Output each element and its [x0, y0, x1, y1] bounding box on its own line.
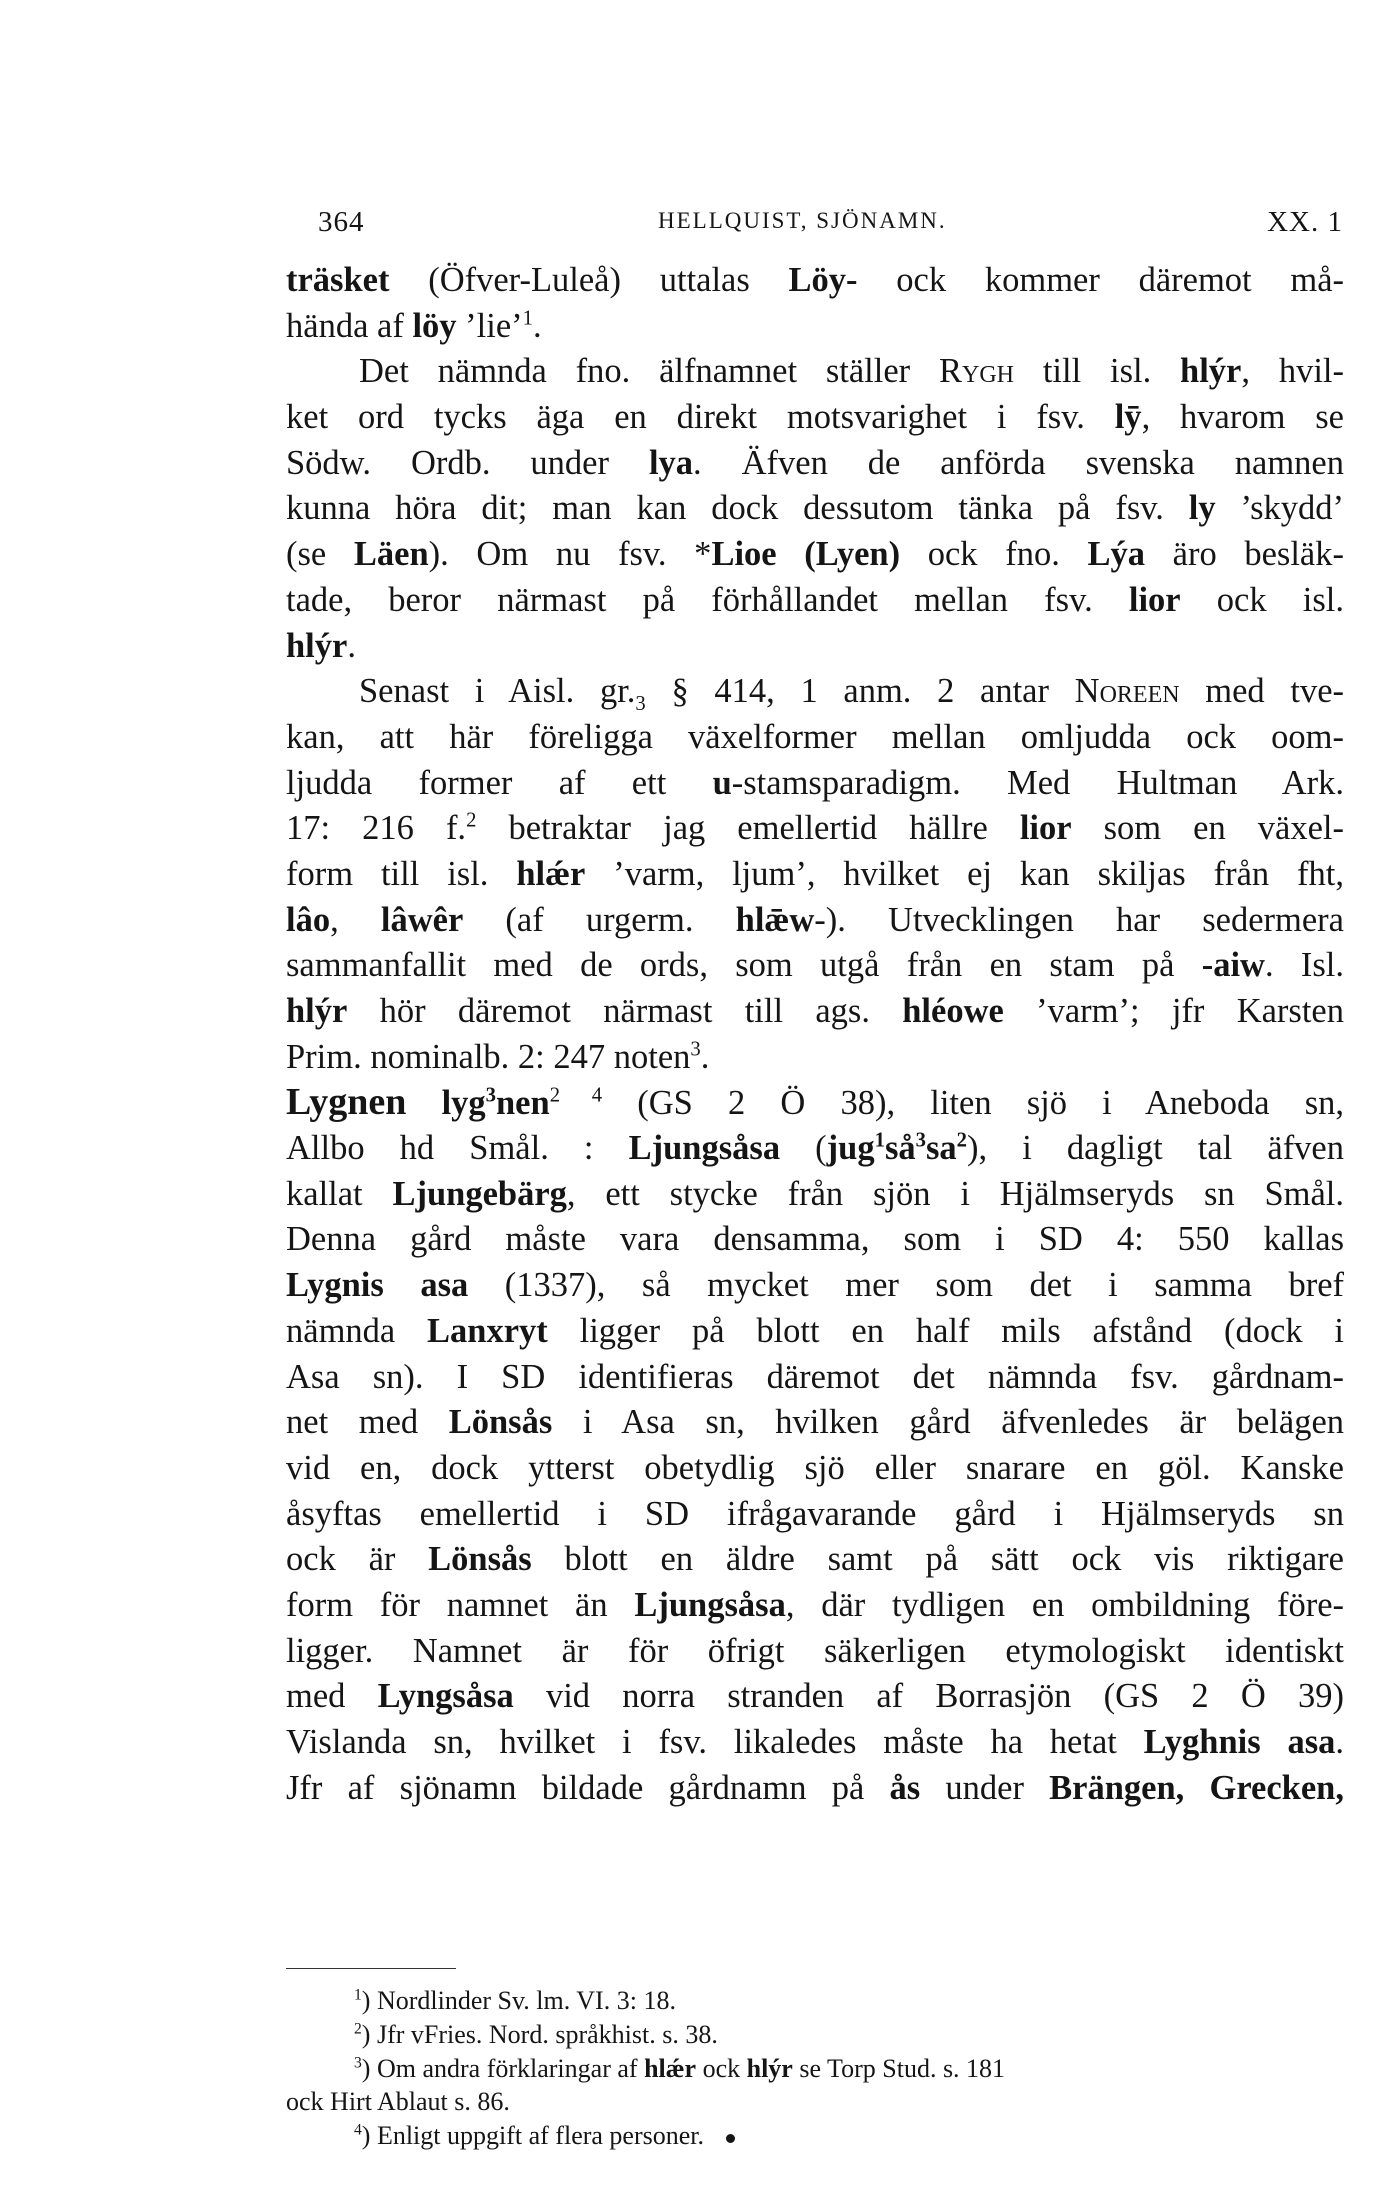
footnote-line: $^4$) Enligt uppgift af flera personer.: [354, 2121, 705, 2151]
text-line: Lygnen lyg$^3$nen$^{2 4}$ (GS 2 Ö 38), liten sjö i Aneboda sn,: [286, 1081, 1345, 1124]
text-line: net med Lönsås i Asa sn, hvilken gård äfvenledes är belägen: [286, 1403, 1345, 1442]
text-line: Senast i Aisl. $gr._3$ § 414, 1 anm. 2 antar Noreen med tve-: [359, 672, 1344, 716]
page-number: 364: [318, 206, 365, 238]
footnote-line: ock Hirt Ablaut s. 86.: [286, 2087, 510, 2117]
text-line: med Lyngsåsa vid norra stranden af Borrasjön (GS 2 Ö 39): [286, 1677, 1344, 1716]
ink-speck: [726, 2134, 735, 2143]
section-number: XX. 1: [1267, 206, 1343, 238]
footnote-line: $^2$) Jfr vFries. Nord. språkhist. s. 38.: [354, 2019, 718, 2049]
text-line: kan, att här föreligga växelformer mellan omljudda ock oom-: [286, 717, 1344, 756]
text-line: hlýr.: [286, 626, 356, 665]
text-line: träsket (Öfver-Luleå) uttalas Löy- ock kommer däremot må-: [286, 261, 1344, 299]
text-line: Denna gård måste vara densamma, som i SD 4: 550 kallas: [286, 1220, 1344, 1259]
page-header: [318, 206, 1343, 246]
text-line: Allbo hd Smål. : Ljungsåsa $(jug^1så^3sa^2)$, i dagligt tal äfven: [286, 1129, 1344, 1168]
text-line: ligger. Namnet är för öfrigt säkerligen etymologiskt identiskt: [286, 1631, 1344, 1670]
text-line: Vislanda sn, hvilket i fsv. likaledes måste ha hetat Lyghnis asa.: [286, 1723, 1344, 1761]
text-line: ock är Lönsås blott en äldre samt på sätt ock vis riktigare: [286, 1540, 1344, 1579]
text-line: Lygnis asa (1337), så mycket mer som det i samma bref: [286, 1266, 1345, 1305]
footnotes: [286, 1984, 1344, 2153]
footnote-line: $^3$) Om andra förklaringar af hlǽr ock hlýr se Torp Stud. s. 181: [354, 2053, 1006, 2083]
text-line: form till isl. hlǽr ’varm, ljum’, hvilket ej kan skiljas från fht,: [286, 854, 1345, 893]
footnote-line: $^1$) Nordlinder Sv. lm. VI. 3: 18.: [354, 1986, 676, 2015]
running-title: HELLQUIST, SJÖNAMN.: [658, 208, 947, 233]
footnote-divider: [286, 1968, 456, 1969]
text-line: Det nämnda fno. älfnamnet ställer Rygh till isl. hlýr, hvil-: [359, 352, 1344, 391]
text-line: nämnda Lanxryt ligger på blott en half mils afstånd (dock i: [286, 1311, 1344, 1350]
text-line: hlýr hör däremot närmast till ags. hléowe ’varm’; jfr Karsten: [286, 992, 1344, 1030]
text-line: Jfr af sjönamn bildade gårdnamn på ås under Brängen, Grecken,: [286, 1768, 1344, 1807]
text-line: Asa sn). I SD identifieras däremot det nämnda fsv. gårdnam-: [286, 1357, 1344, 1396]
text-line: vid en, dock ytterst obetydlig sjö eller snarare en göl. Kanske: [286, 1448, 1344, 1487]
text-line: lâo, lâwêr (af urgerm. hlǣw-). Utvecklingen har sedermera: [286, 900, 1344, 939]
text-line: kunna höra dit; man kan dock dessutom tänka på fsv. ly ’skydd’: [286, 489, 1344, 528]
text-line: (se Läen). Om nu fsv. *Lioe (Lyen) ock fno. Lýa äro besläk-: [286, 535, 1344, 574]
text-line: ket ord tycks äga en direkt motsvarighet i fsv. lȳ, hvarom se: [286, 398, 1344, 437]
text-line: åsyftas emellertid i SD ifrågavarande gård i Hjälmseryds sn: [286, 1494, 1344, 1533]
text-line: kallat Ljungebärg, ett stycke från sjön i Hjälmseryds sn Smål.: [286, 1174, 1344, 1213]
text-line: hända af löy ’lie’$^1$.: [286, 306, 542, 345]
text-line: ljudda former af ett u-stamsparadigm. Med Hultman Ark.: [286, 763, 1344, 802]
text-line: sammanfallit med de ords, som utgå från en stam på -aiw. Isl.: [286, 946, 1345, 985]
text-line: Prim. nominalb. 2: 247 noten$^3$.: [286, 1037, 710, 1076]
text-line: tade, beror närmast på förhållandet mellan fsv. lior ock isl.: [286, 580, 1344, 619]
text-line: 17: 216 f.$^2$ betraktar jag emellertid hällre lior som en växel-: [286, 809, 1344, 848]
body-text: [286, 258, 1344, 1811]
text-line: form för namnet än Ljungsåsa, där tydligen en ombildning före-: [286, 1585, 1344, 1624]
text-line: Södw. Ordb. under lya. Äfven de anförda svenska namnen: [286, 443, 1344, 482]
